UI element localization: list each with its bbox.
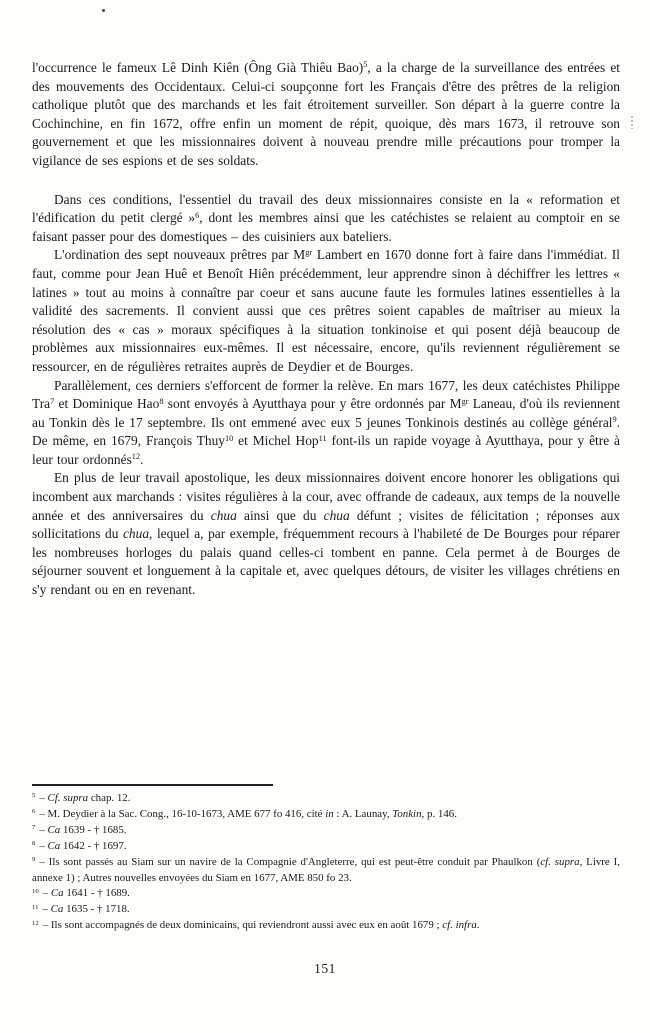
text-run: : A. Launay, — [333, 807, 393, 820]
footnote-marker: 8 — [32, 840, 36, 848]
footnote — [32, 839, 620, 855]
text-run: et Dominique Hao — [54, 396, 160, 412]
text-run: Lambert en 1670 donne fort à faire dans l'immédiat. Il faut, comme pour Jean Huê et Benoît Hiên précédemment, leur apprendre sinon à déchiffrer les lettres « latines » tout au moins à connaître par coeur et sans aucune faute les formules latines essentielles à la validité des sacrements. Il convient aussi que ces prêtres soient capables de maîtriser au mieux la résolution des « cas » moraux spécifiques à la situation tonkinoise et qui posent déjà beaucoup de problèmes aux missionnaires eux-mêmes. Il est nécessaire, encore, qu'ils reviennent régulièrement se ressourcer, en de régulières retraites auprès de Deydier et de Bourges. — [32, 247, 620, 374]
paragraph — [32, 469, 620, 599]
paragraph — [32, 246, 620, 376]
text-run: . De même, en 1679, François Thuy — [32, 414, 620, 449]
text-run: , Livre I, annexe 1) ; Autres nouvelles envoyées du Siam en 1677, AME 850 fo 23. — [32, 855, 620, 884]
text-run: Laneau, d'où ils reviennent au Tonkin dès le 17 septembre. Ils ont emmené avec eux 5 jeunes Tonkinois destinés au collège général — [32, 396, 620, 430]
footnotes — [32, 791, 620, 934]
superscript-ref: 5 — [363, 60, 368, 70]
text-run: – — [39, 839, 48, 852]
superscript-ref: 8 — [159, 396, 164, 406]
italic-run: Ca — [47, 839, 61, 852]
footnote-marker: 9 — [32, 855, 36, 863]
text-run: – — [42, 887, 51, 900]
superscript-ref: 12 — [131, 452, 141, 462]
text-run: ainsi que du — [236, 507, 324, 523]
text-run: Dans ces conditions, l'essentiel du travail des deux missionnaires consiste en la « reformation et l'édification du petit clergé » — [32, 191, 620, 226]
text-run: 1639 - † 1685. — [60, 823, 127, 836]
footnote-separator-rule — [32, 784, 273, 786]
text-run: chap. 12. — [88, 792, 131, 804]
text-run: 1641 - † 1689. — [63, 887, 130, 900]
page-number: 151 — [314, 961, 336, 976]
italic-run: Ca — [50, 887, 64, 900]
text-run: font-ils un rapide voyage à Ayutthaya, pour y être à leur tour ordonnés — [32, 433, 620, 467]
superscript-ref: 6 — [195, 210, 200, 220]
italic-run: Cf. supra — [47, 792, 89, 804]
footnote — [32, 823, 620, 839]
footnote-marker: 12 — [32, 919, 39, 927]
paragraph — [32, 377, 620, 470]
italic-run: chua — [323, 507, 350, 523]
scan-edge-mark-artifact — [631, 116, 633, 129]
footnote — [32, 855, 620, 887]
superscript-ref: 9 — [612, 415, 617, 425]
footnote — [32, 902, 620, 918]
italic-run: chua — [122, 526, 150, 542]
text-run: défunt ; visites de félicitation ; réponses aux sollicitations du — [32, 507, 620, 542]
italic-run: in — [325, 807, 334, 820]
text-run: – Ils sont passés au Siam sur un navire de la Compagnie d'Angleterre, qui est peut-être conduit par Phaulkon ( — [39, 855, 541, 868]
superscript-ref: 11 — [318, 433, 327, 443]
text-run: 1642 - † 1697. — [60, 839, 127, 852]
text-run: . — [140, 451, 144, 467]
text-run: Parallèlement, ces derniers s'efforcent de former la relève. En mars 1677, les deux catéchistes Philippe Tra — [32, 377, 620, 412]
text-run: L'ordination des sept nouveaux prêtres par M — [54, 247, 306, 263]
text-run: . — [476, 919, 480, 932]
footnote-marker: 6 — [32, 808, 36, 816]
text-run: – — [39, 792, 48, 804]
superscript-ref: 10 — [225, 433, 234, 443]
footnote — [32, 791, 620, 807]
text-run: – Ils sont accompagnés de deux dominicains, qui reviendront aussi avec eux en août 1679 ; — [42, 919, 443, 932]
paragraph — [32, 191, 620, 247]
text-run: , dont les membres ainsi que les catéchistes se relaient au comptoir en se faisant passer pour des domestiques – des cuisiniers aux bateliers. — [32, 210, 620, 244]
text-run: sont envoyés à Ayutthaya pour y être ordonnés par M — [163, 396, 462, 412]
scan-speck-artifact — [102, 9, 105, 12]
text-run: et Michel Hop — [233, 433, 319, 449]
italic-run: cf. infra — [442, 919, 477, 932]
italic-run: Ca — [50, 903, 64, 916]
footnote-marker: 11 — [32, 903, 39, 911]
text-run: , lequel a, par exemple, fréquemment recours à l'habileté de De Bourges pour réparer les nombreuses horloges du palais quand celles-ci tombent en panne. Cela permet à de Bourges de séjourner souvent et longuement à la capitale et, avec quelques détours, de visiter les villages chrétiens en s'y rendant ou en en revenant. — [32, 526, 620, 598]
footnote-marker: 7 — [32, 824, 36, 832]
superscript-ref: gr — [461, 396, 469, 406]
italic-run: cf. supra — [540, 855, 580, 868]
text-run: – M. Deydier à la Sac. Cong., 16-10-1673, AME 677 fo 416, cité — [39, 807, 326, 820]
text-run: – — [42, 903, 51, 916]
footnote — [32, 918, 620, 934]
footnote — [32, 807, 620, 823]
main-text — [32, 59, 620, 600]
footnote-marker: 10 — [32, 887, 39, 895]
text-run: l'occurrence le fameux Lê Dinh Kiên (Ông Già Thiêu Bao) — [32, 60, 364, 75]
text-run: – — [39, 823, 48, 836]
text-run: , a la charge de la surveillance des entrées et des mouvements des Occidentaux. Celui-ci soupçonne fort les Français d'être des prêtres de la religion catholique plutôt que des marchands et les fait étroitement surveiller. Son départ à la guerre contre la Cochinchine, en fin 1672, offre enfin un moment de répit, quoique, dès mars 1673, il retrouve son gouvernement et que les missionnaires doivent à nouveau prendre mille précautions pour tromper la vigilance de ses espions et de ses soldats. — [32, 60, 620, 168]
footnote — [32, 886, 620, 902]
footnote-marker: 5 — [32, 792, 36, 800]
superscript-ref: gr — [305, 247, 313, 257]
text-run: , p. 146. — [421, 807, 457, 820]
text-run: 1635 - † 1718. — [63, 903, 130, 916]
italic-run: Tonkin — [392, 807, 422, 820]
italic-run: chua — [210, 507, 237, 523]
text-run: En plus de leur travail apostolique, les deux missionnaires doivent encore honorer les obligations qui incombent aux marchands : visites régulières à la cour, avec offrande de cadeaux, aux temps de la nouvelle année et des anniversaires du — [32, 470, 620, 523]
paragraph — [32, 59, 620, 171]
superscript-ref: 7 — [50, 396, 55, 406]
italic-run: Ca — [47, 823, 61, 836]
